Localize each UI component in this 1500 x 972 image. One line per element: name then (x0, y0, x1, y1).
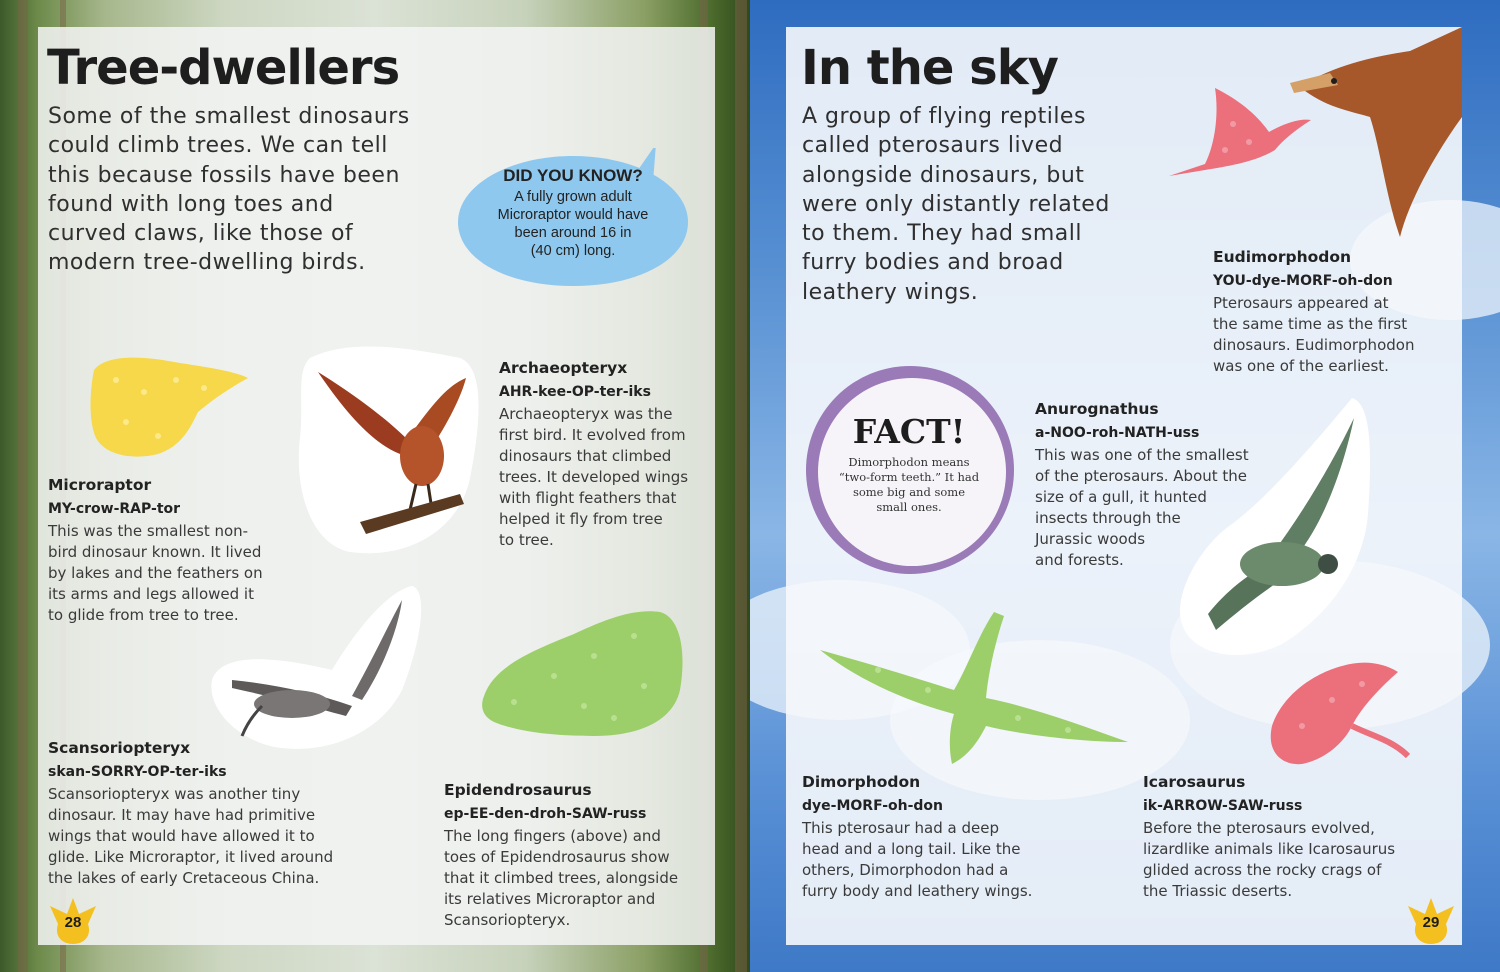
entry-name: Dimorphodon (802, 773, 921, 791)
entry-name: Anurognathus (1035, 400, 1159, 418)
entry-dimorphodon (802, 770, 1092, 902)
pterosaur-illustration (1290, 27, 1462, 243)
entry-description: This pterosaur had a deep head and a long tail. Like the others, Dimorphodon had a furry body and leathery wings. (802, 819, 1033, 900)
intro-text-left: Some of the smallest dinosaurs could climb trees. We can tell this because fossils have been found with long toes and curved claws, like those of modern tree-dwelling birds. (48, 104, 410, 276)
entry-pronunciation: AHR-kee-OP-ter-iks (499, 384, 651, 400)
page-number-left: 28 (46, 896, 100, 946)
entry-description: Pterosaurs appeared at the same time as the first dinosaurs. Eudimorphodon was one of the earliest. (1213, 294, 1415, 375)
intro-text-right: A group of flying reptiles called pterosaurs lived alongside dinosaurs, but were only distantly related to them. They had small furry bodies and broad leathery wings. (802, 104, 1110, 305)
entry-name: Scansoriopteryx (48, 739, 191, 757)
microraptor-silhouette (86, 350, 254, 462)
entry-description: Before the pterosaurs evolved, lizardlike animals like Icarosaurus glided across the rocky crags of the Triassic deserts. (1143, 819, 1396, 900)
did-you-know-box (470, 166, 676, 260)
scansoriopteryx-sticker (202, 580, 430, 760)
entry-name: Epidendrosaurus (444, 781, 592, 799)
page-number-right: 29 (1404, 896, 1458, 946)
page-title-tree-dwellers: Tree-dwellers (47, 40, 400, 96)
archaeopteryx-sticker (290, 338, 490, 560)
entry-description: The long fingers (above) and toes of Epidendrosaurus show that it climbed trees, alongside its relatives Microraptor and Scansoriopteryx. (444, 827, 679, 929)
fact-box (832, 412, 986, 515)
icarosaurus-silhouette (1262, 656, 1412, 768)
epidendrosaurus-silhouette (474, 606, 688, 740)
did-you-know-title: DID YOU KNOW? (503, 166, 643, 185)
entry-pronunciation: ik-ARROW-SAW-russ (1143, 798, 1303, 814)
entry-pronunciation: MY-crow-RAP-tor (48, 501, 181, 517)
entry-name: Eudimorphodon (1213, 248, 1352, 266)
anurognathus-sticker (1172, 394, 1376, 664)
entry-eudimorphodon (1213, 245, 1453, 377)
entry-scansoriopteryx (48, 736, 388, 889)
fact-title: FACT! (852, 412, 966, 451)
entry-description: This was the smallest non- bird dinosaur known. It lived by lakes and the feathers on its arms and legs allowed it to glide from tree to tree. (48, 522, 263, 624)
entry-description: This was one of the smallest of the pterosaurs. About the size of a gull, it hunted insects through the Jurassic woods and forests. (1035, 446, 1249, 569)
entry-name: Microraptor (48, 476, 152, 494)
entry-icarosaurus (1143, 770, 1443, 902)
entry-epidendrosaurus (444, 778, 706, 931)
entry-archaeopteryx (499, 356, 714, 551)
entry-pronunciation: a-NOO-roh-NATH-uss (1035, 425, 1200, 441)
page-title-in-the-sky: In the sky (801, 40, 1058, 96)
entry-description: Archaeopteryx was the first bird. It evolved from dinosaurs that climbed trees. It developed wings with flight feathers that helped it fly from tree to tree. (499, 405, 689, 549)
entry-name: Icarosaurus (1143, 773, 1246, 791)
did-you-know-body: A fully grown adult Microraptor would have been around 16 in (40 cm) long. (497, 189, 649, 259)
entry-pronunciation: YOU-dye-MORF-oh-don (1213, 273, 1393, 289)
entry-description: Scansoriopteryx was another tiny dinosaur. It may have had primitive wings that would have allowed it to glide. Like Microraptor, it lived around the lakes of early Cretaceous China. (48, 785, 334, 887)
entry-name: Archaeopteryx (499, 359, 628, 377)
entry-pronunciation: skan-SORRY-OP-ter-iks (48, 764, 227, 780)
dimorphodon-silhouette (818, 606, 1130, 766)
fact-body: Dimorphodon means “two-form teeth.” It had some big and some small ones. (838, 455, 980, 514)
entry-pronunciation: ep-EE-den-droh-SAW-russ (444, 806, 647, 822)
entry-pronunciation: dye-MORF-oh-don (802, 798, 944, 814)
